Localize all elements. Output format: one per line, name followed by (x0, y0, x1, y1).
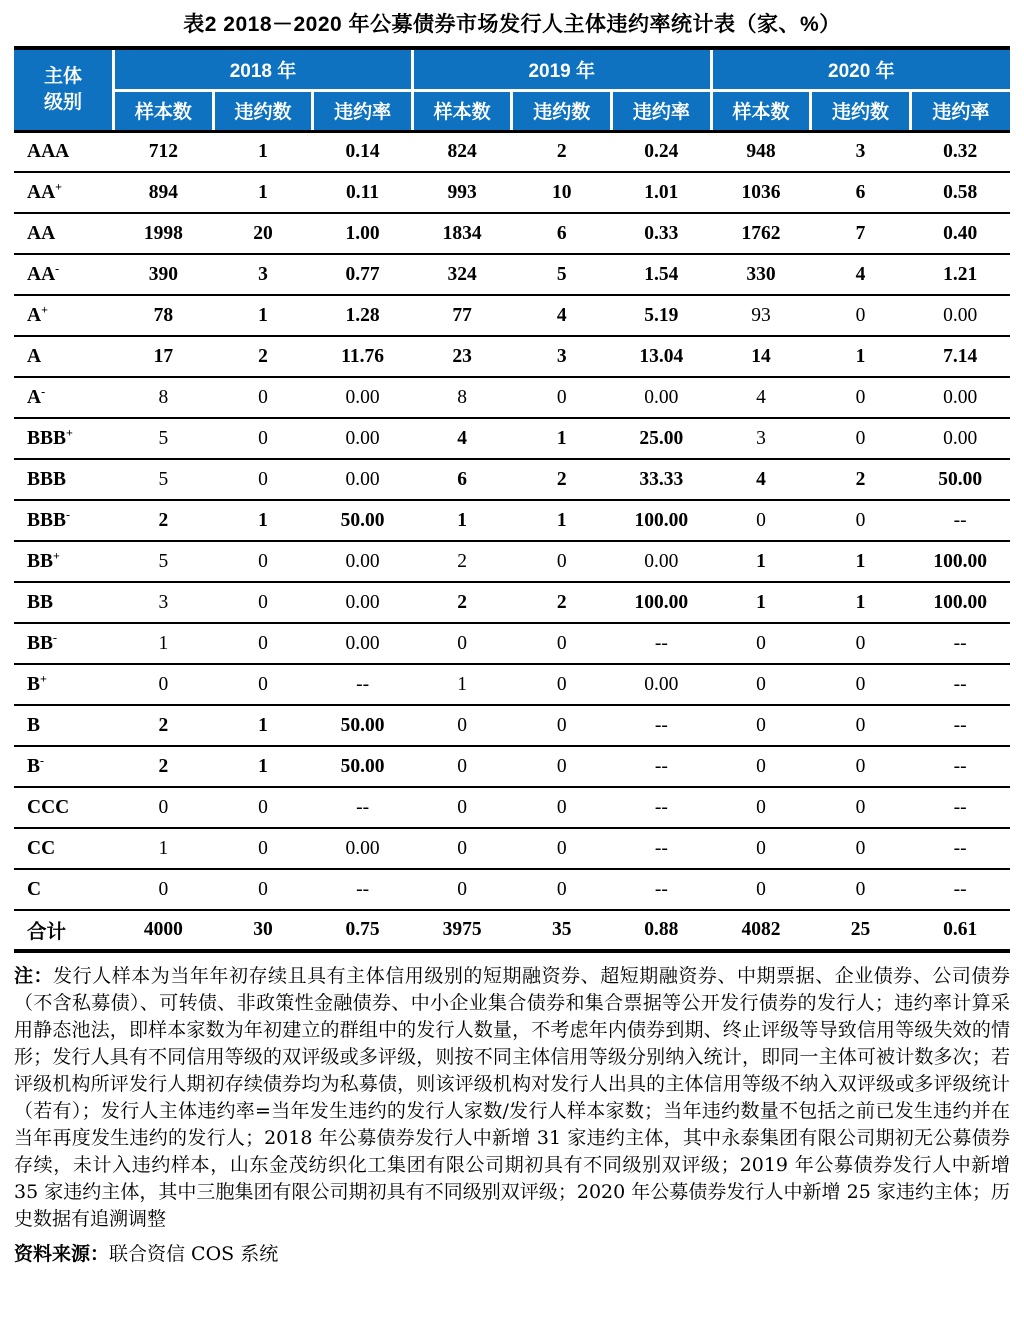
default-rate-table (14, 46, 1010, 953)
table-row (14, 418, 1010, 459)
value-cell: 1 (213, 500, 313, 541)
value-cell: 3 (711, 418, 811, 459)
value-cell: 0 (213, 828, 313, 869)
value-cell: 0.00 (313, 623, 413, 664)
value-cell: 8 (412, 377, 512, 418)
value-cell: 2 (512, 582, 612, 623)
table-row (14, 172, 1010, 213)
rating-header-line2: 级别 (44, 91, 83, 113)
value-cell: 1.01 (612, 172, 712, 213)
value-cell: -- (612, 746, 712, 787)
value-cell: 0 (512, 787, 612, 828)
value-cell: 0 (114, 664, 214, 705)
value-cell: 948 (711, 131, 811, 172)
value-cell: 1762 (711, 213, 811, 254)
value-cell: 35 (552, 919, 572, 940)
rating-label: CCC (14, 787, 114, 828)
rating-label: BBB+ (14, 418, 114, 459)
value-cell: 0 (811, 500, 911, 541)
value-cell: 0.00 (313, 377, 413, 418)
footnote-label: 注： (14, 965, 54, 987)
value-cell: 0 (811, 746, 911, 787)
value-cell: 0 (412, 623, 512, 664)
rating-label: 合计 (27, 922, 67, 943)
value-cell: 0 (811, 295, 911, 336)
table-row (14, 746, 1010, 787)
value-cell: -- (612, 623, 712, 664)
value-cell: 0.00 (313, 582, 413, 623)
value-cell: 0.00 (313, 541, 413, 582)
value-cell: 93 (711, 295, 811, 336)
subheader-2020-default-count: 违约数 (811, 90, 911, 131)
value-cell: 0.00 (910, 418, 1010, 459)
rating-label: B+ (14, 664, 114, 705)
value-cell: 25 (850, 919, 871, 940)
value-cell: 1834 (412, 213, 512, 254)
table-row (14, 131, 1010, 172)
subheader-2019-sample-count: 样本数 (412, 90, 512, 131)
sub-header-row (14, 90, 1010, 131)
value-cell: 17 (114, 336, 214, 377)
value-cell: 4000 (143, 919, 183, 940)
value-cell: 0 (512, 746, 612, 787)
value-cell: 4 (711, 377, 811, 418)
value-cell: -- (910, 869, 1010, 910)
table-row (14, 295, 1010, 336)
value-cell: 0 (213, 377, 313, 418)
value-cell: 50.00 (910, 459, 1010, 500)
value-cell: 2 (114, 746, 214, 787)
value-cell: 0 (213, 459, 313, 500)
rating-label: AA+ (14, 172, 114, 213)
value-cell: 0 (213, 787, 313, 828)
rating-label: AAA (14, 131, 114, 172)
value-cell: -- (910, 787, 1010, 828)
value-cell: 1 (412, 500, 512, 541)
year-2019-header: 2019 年 (412, 48, 711, 90)
value-cell: 712 (114, 131, 214, 172)
value-cell: 0.61 (943, 919, 978, 940)
value-cell: 1 (213, 131, 313, 172)
value-cell: 0 (711, 746, 811, 787)
value-cell: 6 (512, 213, 612, 254)
value-cell: 0 (412, 869, 512, 910)
value-cell: -- (910, 500, 1010, 541)
value-cell: 0 (711, 828, 811, 869)
value-cell: -- (910, 746, 1010, 787)
value-cell: 10 (512, 172, 612, 213)
value-cell: 0 (412, 828, 512, 869)
rating-label: AA- (14, 254, 114, 295)
value-cell: -- (612, 787, 712, 828)
year-2018-header: 2018 年 (114, 48, 413, 90)
value-cell: 0 (512, 869, 612, 910)
value-cell: -- (612, 705, 712, 746)
rating-label: B (14, 705, 114, 746)
value-cell: 0 (213, 869, 313, 910)
year-2020-header: 2020 年 (711, 48, 1010, 90)
value-cell: 0 (811, 418, 911, 459)
value-cell: -- (612, 869, 712, 910)
value-cell: -- (612, 828, 712, 869)
value-cell: 0.75 (345, 919, 380, 940)
value-cell: -- (313, 664, 413, 705)
value-cell: 7.14 (910, 336, 1010, 377)
value-cell: -- (910, 828, 1010, 869)
value-cell: 1.28 (313, 295, 413, 336)
table-row (14, 787, 1010, 828)
value-cell: 7 (811, 213, 911, 254)
value-cell: 0 (711, 623, 811, 664)
value-cell: 0.40 (910, 213, 1010, 254)
rating-label: C (14, 869, 114, 910)
subheader-2019-default-count: 违约数 (512, 90, 612, 131)
value-cell: 100.00 (612, 500, 712, 541)
value-cell: 0 (412, 787, 512, 828)
value-cell: 1 (711, 541, 811, 582)
subheader-2020-default-rate: 违约率 (910, 90, 1010, 131)
value-cell: 0 (811, 787, 911, 828)
value-cell: 1.21 (910, 254, 1010, 295)
value-cell: 0.00 (313, 828, 413, 869)
value-cell: 20 (213, 213, 313, 254)
value-cell: 0 (412, 705, 512, 746)
value-cell: 0 (213, 623, 313, 664)
value-cell: 50.00 (313, 705, 413, 746)
value-cell: 0 (512, 377, 612, 418)
value-cell: 0 (711, 705, 811, 746)
year-header-row (14, 48, 1010, 90)
value-cell: 324 (412, 254, 512, 295)
value-cell: 0 (711, 787, 811, 828)
table-row (14, 623, 1010, 664)
value-cell: 0.00 (910, 377, 1010, 418)
value-cell: 2 (412, 541, 512, 582)
value-cell: 1998 (114, 213, 214, 254)
value-cell: 824 (412, 131, 512, 172)
value-cell: 23 (412, 336, 512, 377)
value-cell: 6 (412, 459, 512, 500)
table-row (14, 459, 1010, 500)
value-cell: 0 (213, 541, 313, 582)
value-cell: 0.32 (910, 131, 1010, 172)
value-cell: 3 (811, 131, 911, 172)
value-cell: 4082 (741, 919, 781, 940)
value-cell: 1 (811, 541, 911, 582)
value-cell: 5 (512, 254, 612, 295)
total-row (14, 910, 1010, 951)
value-cell: 0 (512, 664, 612, 705)
value-cell: 0 (512, 541, 612, 582)
value-cell: -- (313, 787, 413, 828)
table-row (14, 377, 1010, 418)
table-row (14, 828, 1010, 869)
value-cell: 0.24 (612, 131, 712, 172)
table-row (14, 500, 1010, 541)
value-cell: 0 (811, 377, 911, 418)
value-cell: 4 (811, 254, 911, 295)
value-cell: 1036 (711, 172, 811, 213)
value-cell: 14 (711, 336, 811, 377)
value-cell: 0 (114, 787, 214, 828)
table-row (14, 582, 1010, 623)
value-cell: 1 (711, 582, 811, 623)
footnote (14, 963, 1010, 1233)
value-cell: 0.00 (612, 664, 712, 705)
value-cell: 4 (711, 459, 811, 500)
value-cell: 30 (253, 919, 273, 940)
value-cell: 1 (213, 295, 313, 336)
value-cell: 1.00 (313, 213, 413, 254)
data-source-text: 联合资信 COS 系统 (109, 1243, 279, 1265)
subheader-2019-default-rate: 违约率 (612, 90, 712, 131)
value-cell: 5 (114, 459, 214, 500)
table-body (14, 131, 1010, 951)
value-cell: 100.00 (612, 582, 712, 623)
value-cell: 25.00 (612, 418, 712, 459)
value-cell: 0 (811, 664, 911, 705)
value-cell: 5 (114, 418, 214, 459)
value-cell: -- (313, 869, 413, 910)
table-row (14, 213, 1010, 254)
value-cell: -- (910, 623, 1010, 664)
rating-label: BB (14, 582, 114, 623)
value-cell: 13.04 (612, 336, 712, 377)
rating-label: A+ (14, 295, 114, 336)
rating-column-header (14, 48, 114, 131)
rating-header-line1: 主体 (44, 66, 83, 88)
value-cell: 0.14 (313, 131, 413, 172)
value-cell: 0 (213, 418, 313, 459)
value-cell: 0.58 (910, 172, 1010, 213)
value-cell: 50.00 (313, 746, 413, 787)
table-row (14, 254, 1010, 295)
value-cell: 6 (811, 172, 911, 213)
rating-label: B- (14, 746, 114, 787)
value-cell: 993 (412, 172, 512, 213)
value-cell: 0 (412, 746, 512, 787)
value-cell: 0.88 (644, 919, 679, 940)
table-header (14, 48, 1010, 131)
rating-label: BB- (14, 623, 114, 664)
value-cell: 2 (512, 459, 612, 500)
value-cell: 1 (114, 623, 214, 664)
value-cell: 1 (811, 582, 911, 623)
value-cell: 2 (512, 131, 612, 172)
value-cell: 4 (412, 418, 512, 459)
value-cell: -- (910, 705, 1010, 746)
value-cell: 1 (114, 828, 214, 869)
value-cell: 894 (114, 172, 214, 213)
value-cell: 0 (811, 869, 911, 910)
rating-label: BBB (14, 459, 114, 500)
value-cell: 0 (711, 500, 811, 541)
value-cell: 0 (512, 705, 612, 746)
table-title: 表2 2018－2020 年公募债券市场发行人主体违约率统计表（家、%） (183, 13, 841, 36)
value-cell: 0.00 (910, 295, 1010, 336)
table-row (14, 541, 1010, 582)
value-cell: 77 (412, 295, 512, 336)
value-cell: 2 (114, 705, 214, 746)
value-cell: 0 (811, 623, 911, 664)
table-row (14, 869, 1010, 910)
value-cell: 8 (114, 377, 214, 418)
value-cell: 330 (711, 254, 811, 295)
value-cell: 2 (811, 459, 911, 500)
rating-label: BBB- (14, 500, 114, 541)
value-cell: 3 (114, 582, 214, 623)
table-row (14, 705, 1010, 746)
value-cell: 4 (512, 295, 612, 336)
value-cell: 0 (512, 828, 612, 869)
value-cell: 1.54 (612, 254, 712, 295)
value-cell: 1 (512, 418, 612, 459)
value-cell: 5 (114, 541, 214, 582)
rating-label: A (14, 336, 114, 377)
subheader-2020-sample-count: 样本数 (711, 90, 811, 131)
value-cell: 0.33 (612, 213, 712, 254)
value-cell: 2 (114, 500, 214, 541)
subheader-2018-sample-count: 样本数 (114, 90, 214, 131)
value-cell: 0 (711, 869, 811, 910)
value-cell: 0 (114, 869, 214, 910)
value-cell: 50.00 (313, 500, 413, 541)
value-cell: 0.00 (612, 541, 712, 582)
value-cell: 1 (811, 336, 911, 377)
value-cell: 0.77 (313, 254, 413, 295)
value-cell: 3 (213, 254, 313, 295)
value-cell: 78 (114, 295, 214, 336)
value-cell: 5.19 (612, 295, 712, 336)
value-cell: 390 (114, 254, 214, 295)
rating-label: CC (14, 828, 114, 869)
value-cell: 0.00 (313, 418, 413, 459)
value-cell: 0 (811, 828, 911, 869)
value-cell: 100.00 (910, 541, 1010, 582)
value-cell: 0 (213, 664, 313, 705)
value-cell: 1 (213, 746, 313, 787)
value-cell: 2 (213, 336, 313, 377)
value-cell: 0 (512, 623, 612, 664)
value-cell: 0 (811, 705, 911, 746)
value-cell: 0 (213, 582, 313, 623)
value-cell: 1 (213, 705, 313, 746)
subheader-2018-default-rate: 违约率 (313, 90, 413, 131)
value-cell: 100.00 (910, 582, 1010, 623)
data-source (14, 1241, 1010, 1268)
rating-label: AA (14, 213, 114, 254)
value-cell: 1 (512, 500, 612, 541)
rating-label: BB+ (14, 541, 114, 582)
value-cell: 1 (412, 664, 512, 705)
value-cell: 3975 (442, 919, 482, 940)
value-cell: 2 (412, 582, 512, 623)
subheader-2018-default-count: 违约数 (213, 90, 313, 131)
value-cell: 1 (213, 172, 313, 213)
value-cell: -- (910, 664, 1010, 705)
value-cell: 0 (711, 664, 811, 705)
value-cell: 33.33 (612, 459, 712, 500)
data-source-label: 资料来源： (14, 1243, 110, 1265)
value-cell: 0.00 (313, 459, 413, 500)
table-row (14, 336, 1010, 377)
footnote-text: 发行人样本为当年年初存续且具有主体信用级别的短期融资券、超短期融资券、中期票据、企业债券、公司债券（不含私募债）、可转债、非政策性金融债券、中小企业集合债券和集合票据等公开发行债券的发行人；违约率计算采用静态池法，即样本家数为年初建立的群组中的发行人数量，不考虑年内债券到期、终止评级等导致信用等级失效的情形；发行人具有不同信用等级的双评级或多评级，则按不同主体信用等级分别纳入统计，即同一主体可被计数多次；若评级机构所评发行人期初存续债券均为私募债，则该评级机构对发行人出具的主体信用等级不纳入双评级或多评级统计（若有）；发行人主体违约率=当年发生违约的发行人家数/发行人样本家数；当年违约数量不包括之前已发生违约并在当年再度发生违约的发行人；2018 年公募债券发行人中新增 31 家违约主体，其中永泰集团有限公司期初无公募债券存续，未计入违约样本，山东金茂纺织化工集团有限公司期初具有不同级别双评级；2019 年公募债券发行人中新增 35 家违约主体，其中三胞集团有限公司期初具有不同级别双评级；2020 年公募债券发行人中新增 25 家违约主体；历史数据有追溯调整 (14, 965, 1010, 1230)
value-cell: 11.76 (313, 336, 413, 377)
value-cell: 0.00 (612, 377, 712, 418)
value-cell: 0.11 (313, 172, 413, 213)
table-row (14, 664, 1010, 705)
rating-label: A- (14, 377, 114, 418)
value-cell: 3 (512, 336, 612, 377)
